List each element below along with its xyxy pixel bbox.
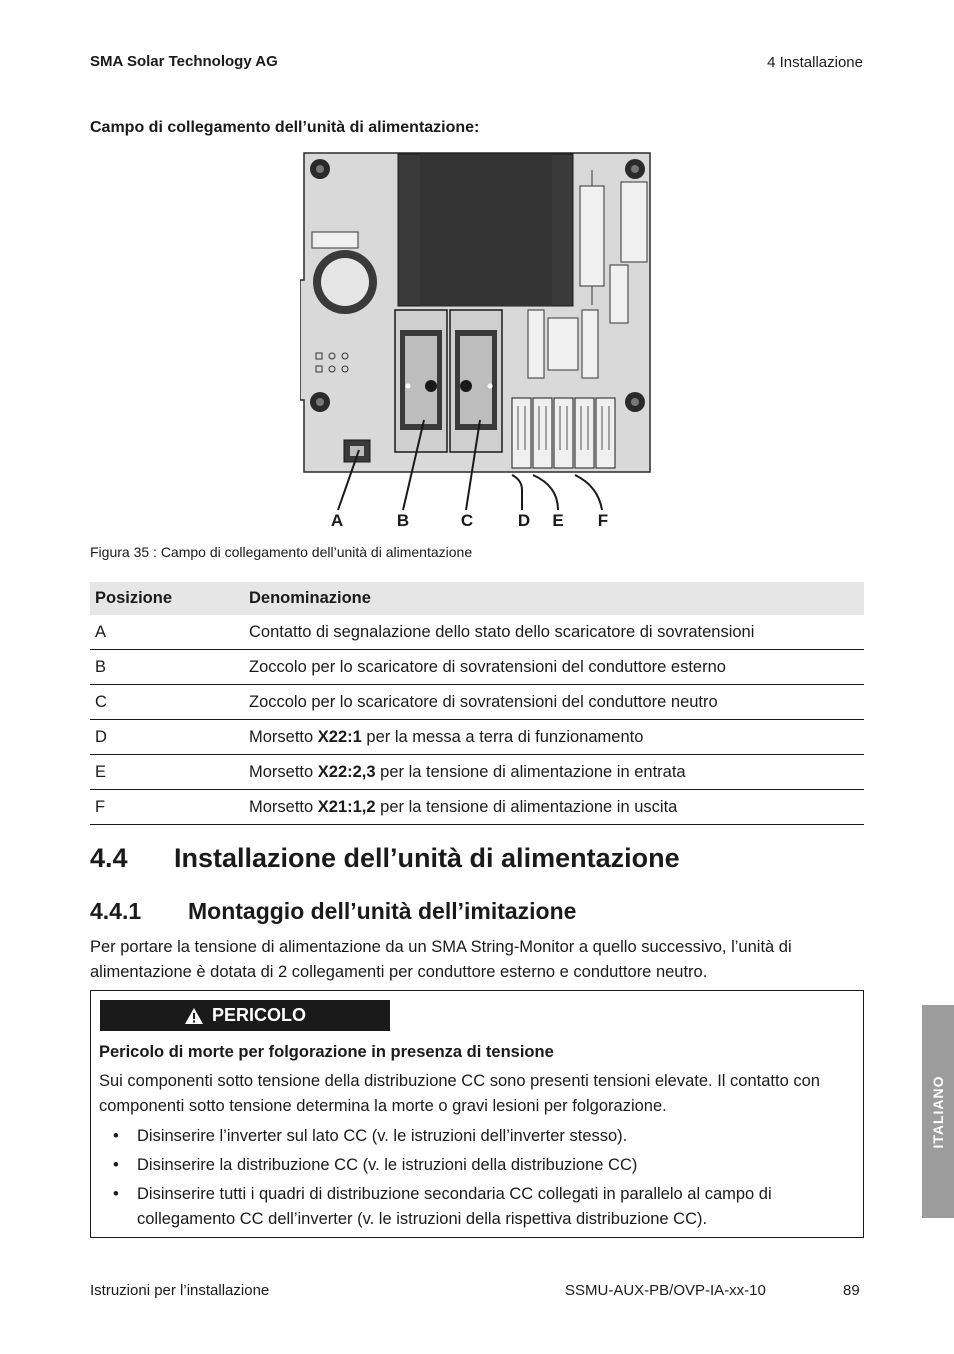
page-number: 89: [843, 1282, 860, 1299]
label-c: C: [460, 511, 474, 530]
label-f: F: [597, 511, 609, 530]
subsection-heading: [90, 898, 576, 925]
cell-designation: Morsetto X21:1,2 per la tensione di alimentazione in uscita: [244, 790, 864, 825]
list-item: • Disinserire la distribuzione CC (v. le istruzioni della distribuzione CC): [99, 1153, 849, 1178]
cell-position: B: [90, 650, 244, 685]
list-item: • Disinserire tutti i quadri di distribuzione secondaria CC collegati in parallelo al campo di collegamento CC dell’inverter (v. le istruzioni della rispettiva distribuzione CC).: [99, 1182, 849, 1232]
warning-icon: [184, 1007, 204, 1025]
danger-label: PERICOLO: [211, 1005, 306, 1025]
table-row: [90, 685, 864, 720]
table-header-position: Posizione: [90, 582, 244, 615]
footer-title: Istruzioni per l’installazione: [90, 1282, 270, 1299]
section-number: 4.4: [90, 843, 128, 873]
figure-heading: Campo di collegamento dell’unità di alimentazione:: [90, 119, 480, 136]
bullet-icon: •: [113, 1156, 119, 1174]
label-b: B: [396, 511, 410, 530]
bullet-icon: •: [113, 1127, 119, 1145]
intro-paragraph: Per portare la tensione di alimentazione da un SMA String-Monitor a quello successivo, l’unità di alimentazione è dotata di 2 collegamenti per conduttore esterno e conduttore neutro.: [90, 938, 792, 981]
danger-text: Sui componenti sotto tensione della distribuzione CC sono presenti tensioni elevate. Il contatto con componenti sotto tensione determina la morte o gravi lesioni per folgorazione.: [99, 1072, 820, 1115]
header-company: SMA Solar Technology AG: [90, 53, 278, 70]
cell-designation: Morsetto X22:2,3 per la tensione di alimentazione in entrata: [244, 755, 864, 790]
cell-position: F: [90, 790, 244, 825]
danger-banner: [100, 1000, 390, 1031]
label-a: A: [330, 511, 344, 530]
footer-doc-code: SSMU-AUX-PB/OVP-IA-xx-10: [565, 1282, 766, 1299]
circuit-board-figure: [300, 150, 654, 535]
cell-designation: Morsetto X22:1 per la messa a terra di funzionamento: [244, 720, 864, 755]
language-tab: [922, 1005, 954, 1218]
label-e: E: [552, 511, 564, 530]
table-row: [90, 650, 864, 685]
table-row: [90, 790, 864, 825]
cell-designation: Zoccolo per lo scaricatore di sovratensioni del conduttore neutro: [244, 685, 864, 720]
subsection-number: 4.4.1: [90, 898, 142, 924]
table-row: [90, 615, 864, 650]
language-tab-label: ITALIANO: [930, 1074, 946, 1149]
cell-position: C: [90, 685, 244, 720]
table-header-designation: Denominazione: [244, 582, 864, 615]
table-row: [90, 720, 864, 755]
section-heading: [90, 843, 680, 874]
table-row: [90, 755, 864, 790]
cell-designation: Zoccolo per lo scaricatore di sovratensioni del conduttore esterno: [244, 650, 864, 685]
subsection-title: Montaggio dell’unità dell’imitazione: [188, 898, 577, 924]
header-section: 4 Installazione: [767, 54, 863, 71]
position-table: [90, 582, 864, 825]
danger-list: [99, 1124, 849, 1236]
cell-designation: Contatto di segnalazione dello stato dello scaricatore di sovratensioni: [244, 615, 864, 650]
cell-position: A: [90, 615, 244, 650]
list-item: • Disinserire l’inverter sul lato CC (v. le istruzioni dell’inverter stesso).: [99, 1124, 849, 1149]
cell-position: D: [90, 720, 244, 755]
danger-title: Pericolo di morte per folgorazione in presenza di tensione: [99, 1043, 554, 1061]
label-d: D: [517, 511, 531, 530]
circuit-board-drawing: [300, 150, 654, 535]
bullet-icon: •: [113, 1185, 119, 1203]
danger-notice: [90, 990, 864, 1238]
section-title: Installazione dell’unità di alimentazione: [174, 843, 680, 873]
figure-caption: Figura 35 : Campo di collegamento dell’unità di alimentazione: [90, 544, 473, 560]
cell-position: E: [90, 755, 244, 790]
